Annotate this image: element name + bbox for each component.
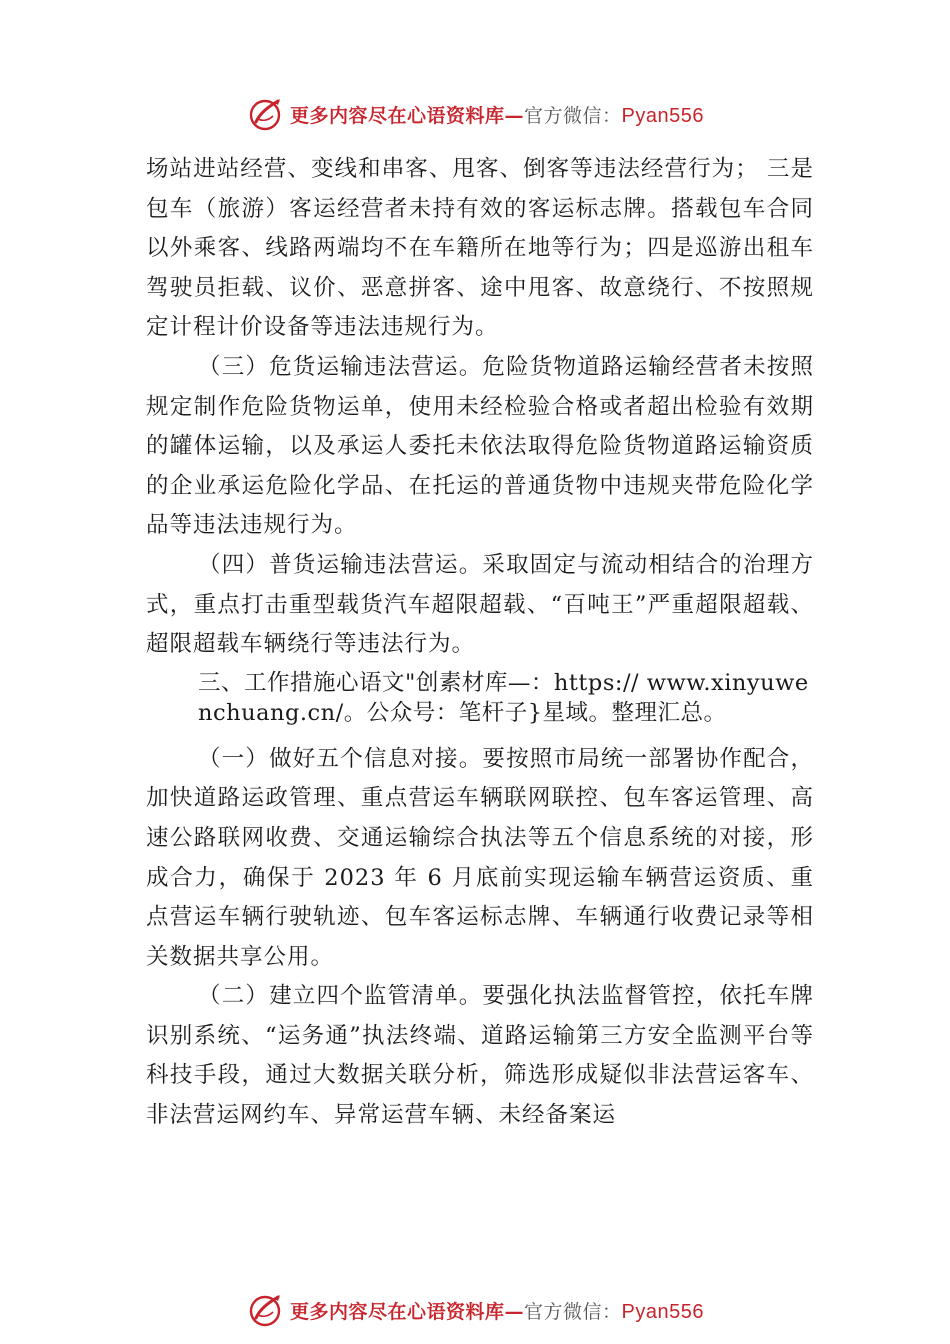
banner-dash: —	[504, 104, 525, 127]
header-banner	[0, 94, 950, 134]
document-body	[146, 150, 814, 1136]
paragraph: （二）建立四个监管清单。要强化执法监督管控，依托车牌识别系统、“运务通”执法终端、道路运输第三方安全监测平台等科技手段，通过大数据关联分析，筛选形成疑似非法营运客车、非法营运网约车、异常运营车辆、未经备案运	[146, 983, 814, 1129]
wechat-id: Pyan556	[621, 1300, 704, 1323]
banner-title: 更多内容尽在心语资料库	[290, 1300, 505, 1323]
wechat-label: 官方微信：	[524, 1300, 622, 1323]
banner-text	[290, 1297, 704, 1324]
footer-banner	[0, 1290, 950, 1330]
pen-swirl-logo-icon	[246, 1291, 284, 1329]
banner-text	[290, 101, 704, 128]
paragraph: （三）危货运输违法营运。危险货物道路运输经营者未按照规定制作危险货物运单，使用未经检验合格或者超出检验有效期的罐体运输，以及承运人委托未依法取得危险货物道路运输资质的企业承运危险化学品、在托运的普通货物中违规夹带危险化学品等违法违规行为。	[146, 353, 814, 539]
banner-dash: —	[504, 1300, 525, 1323]
paragraph: 场站进站经营、变线和串客、甩客、倒客等违法经营行为； 三是包车（旅游）客运经营者未持有效的客运标志牌。搭载包车合同以外乘客、线路两端均不在车籍所在地等行为；四是巡游出租车驾驶员拒载、议价、恶意拼客、途中甩客、故意绕行、不按照规定计程计价设备等违法违规行为。	[146, 156, 814, 341]
wechat-label: 官方微信：	[524, 104, 622, 127]
pen-swirl-logo-icon	[246, 95, 284, 133]
wechat-id: Pyan556	[621, 104, 704, 127]
banner-title: 更多内容尽在心语资料库	[290, 104, 505, 127]
section-heading: 三、工作措施心语文"创素材库—：https:// www.xinyuwenchuang.cn/。公众号：笔杆子}星域。整理汇总。	[198, 669, 809, 726]
paragraph: （一）做好五个信息对接。要按照市局统一部署协作配合，加快道路运政管理、重点营运车辆联网联控、包车客运管理、高速公路联网收费、交通运输综合执法等五个信息系统的对接，形成合力，确保于 2023 年 6 月底前实现运输车辆营运资质、重点营运车辆行驶轨迹、包车客运标志牌、车辆通行收费记录等相关数据共享公用。	[146, 745, 814, 970]
paragraph: （四）普货运输违法营运。采取固定与流动相结合的治理方式，重点打击重型载货汽车超限超载、“百吨王”严重超限超载、超限超载车辆绕行等违法行为。	[146, 551, 814, 658]
